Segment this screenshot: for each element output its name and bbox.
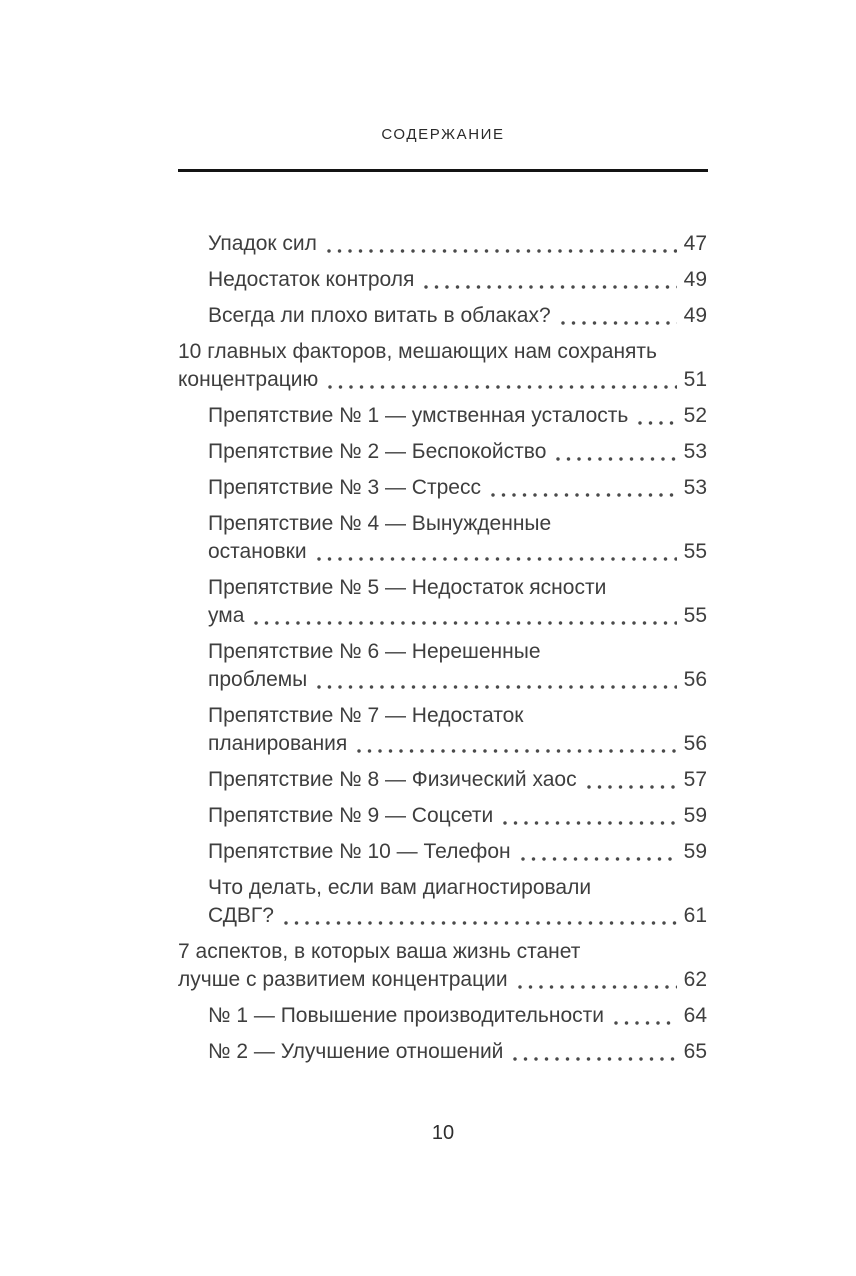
entry-text: Недостаток контроля — [208, 268, 415, 291]
entry-text: Препятствие № 6 — Нерешенные — [208, 640, 541, 663]
entry-text: остановки — [208, 540, 307, 563]
entry-text: Препятствие № 5 — Недостаток ясности — [208, 576, 607, 599]
page-number: 10 — [431, 1122, 455, 1144]
entry-text: № 1 — Повышение производительности — [208, 1004, 604, 1027]
toc-entry — [178, 338, 707, 394]
dot-leader — [613, 1020, 677, 1026]
entry-line — [208, 266, 707, 294]
entry-page-number: 57 — [683, 768, 707, 791]
entry-page-number: 55 — [683, 540, 707, 563]
entry-page-number: 64 — [683, 1004, 707, 1027]
toc-entry — [178, 474, 707, 502]
toc-entry — [178, 838, 707, 866]
entry-page-number: 53 — [683, 440, 707, 463]
toc-entry — [178, 510, 707, 566]
entry-text: Препятствие № 7 — Недостаток — [208, 704, 524, 727]
entry-line — [178, 938, 707, 966]
entry-line — [208, 666, 707, 694]
dot-leader — [423, 284, 676, 290]
entry-page-number: 53 — [683, 476, 707, 499]
entry-page-number: 56 — [683, 668, 707, 691]
toc-entry — [178, 874, 707, 930]
entry-text: Препятствие № 10 — Телефон — [208, 840, 511, 863]
entry-line — [208, 602, 707, 630]
entry-page-number: 47 — [683, 232, 707, 255]
entry-line — [208, 802, 707, 830]
entry-page-number: 62 — [683, 968, 707, 991]
entry-text: Препятствие № 1 — умственная усталость — [208, 404, 629, 427]
dot-leader — [502, 820, 676, 826]
entry-line — [178, 338, 707, 366]
dot-leader — [326, 248, 677, 254]
dot-leader — [316, 684, 676, 690]
entry-page-number: 56 — [683, 732, 707, 755]
toc-entry — [178, 1002, 707, 1030]
entry-line — [208, 474, 707, 502]
entry-text: концентрацию — [178, 368, 319, 391]
entry-page-number: 55 — [683, 604, 707, 627]
entry-page-number: 49 — [683, 268, 707, 291]
dot-leader — [316, 556, 677, 562]
page-title: СОДЕРЖАНИЕ — [381, 126, 505, 143]
entry-line — [208, 702, 707, 730]
entry-line — [208, 874, 707, 902]
entry-text: Препятствие № 4 — Вынужденные — [208, 512, 552, 535]
entry-page-number: 49 — [683, 304, 707, 327]
entry-line — [208, 230, 707, 258]
dot-leader — [520, 856, 677, 862]
entry-text: Препятствие № 3 — Стресс — [208, 476, 481, 499]
entry-text: 7 аспектов, в которых ваша жизнь станет — [178, 940, 581, 963]
entry-line — [208, 438, 707, 466]
entry-line — [178, 966, 707, 994]
entry-line — [208, 302, 707, 330]
toc-entry — [178, 1038, 707, 1066]
entry-page-number: 65 — [683, 1040, 707, 1063]
toc-entry — [178, 638, 707, 694]
toc-entry — [178, 438, 707, 466]
entry-line — [208, 510, 707, 538]
toc-entry — [178, 574, 707, 630]
entry-line — [208, 402, 707, 430]
dot-leader — [517, 984, 677, 990]
entry-text: планирования — [208, 732, 348, 755]
entry-text: Всегда ли плохо витать в облаках? — [208, 304, 551, 327]
toc-list — [178, 230, 707, 1074]
entry-page-number: 52 — [683, 404, 707, 427]
dot-leader — [356, 748, 676, 754]
entry-text: проблемы — [208, 668, 308, 691]
entry-page-number: 51 — [683, 368, 707, 391]
dot-leader — [327, 384, 676, 390]
entry-text: ума — [208, 604, 245, 627]
dot-leader — [560, 320, 677, 326]
header-divider — [178, 169, 708, 172]
entry-line — [208, 766, 707, 794]
toc-entry — [178, 766, 707, 794]
toc-entry — [178, 230, 707, 258]
entry-line — [208, 538, 707, 566]
entry-text: Упадок сил — [208, 232, 317, 255]
entry-text: № 2 — Улучшение отношений — [208, 1040, 504, 1063]
toc-entry — [178, 702, 707, 758]
entry-text: Что делать, если вам диагностировали — [208, 876, 592, 899]
toc-entry — [178, 938, 707, 994]
entry-page-number: 59 — [683, 804, 707, 827]
entry-text: 10 главных факторов, мешающих нам сохранять — [178, 340, 657, 363]
entry-line — [208, 1038, 707, 1066]
dot-leader — [555, 456, 676, 462]
dot-leader — [253, 620, 676, 626]
toc-entry — [178, 402, 707, 430]
entry-line — [178, 366, 707, 394]
entry-line — [208, 838, 707, 866]
entry-line — [208, 638, 707, 666]
dot-leader — [637, 420, 676, 426]
entry-text: лучше с развитием концентрации — [178, 968, 508, 991]
entry-text: СДВГ? — [208, 904, 274, 927]
entry-line — [208, 730, 707, 758]
toc-entry — [178, 802, 707, 830]
entry-page-number: 59 — [683, 840, 707, 863]
entry-text: Препятствие № 2 — Беспокойство — [208, 440, 547, 463]
entry-line — [208, 1002, 707, 1030]
dot-leader — [283, 920, 677, 926]
dot-leader — [490, 492, 677, 498]
entry-text: Препятствие № 9 — Соцсети — [208, 804, 494, 827]
toc-entry — [178, 302, 707, 330]
entry-page-number: 61 — [683, 904, 707, 927]
dot-leader — [586, 784, 677, 790]
dot-leader — [512, 1056, 676, 1062]
entry-line — [208, 902, 707, 930]
entry-line — [208, 574, 707, 602]
toc-entry — [178, 266, 707, 294]
entry-text: Препятствие № 8 — Физический хаос — [208, 768, 577, 791]
